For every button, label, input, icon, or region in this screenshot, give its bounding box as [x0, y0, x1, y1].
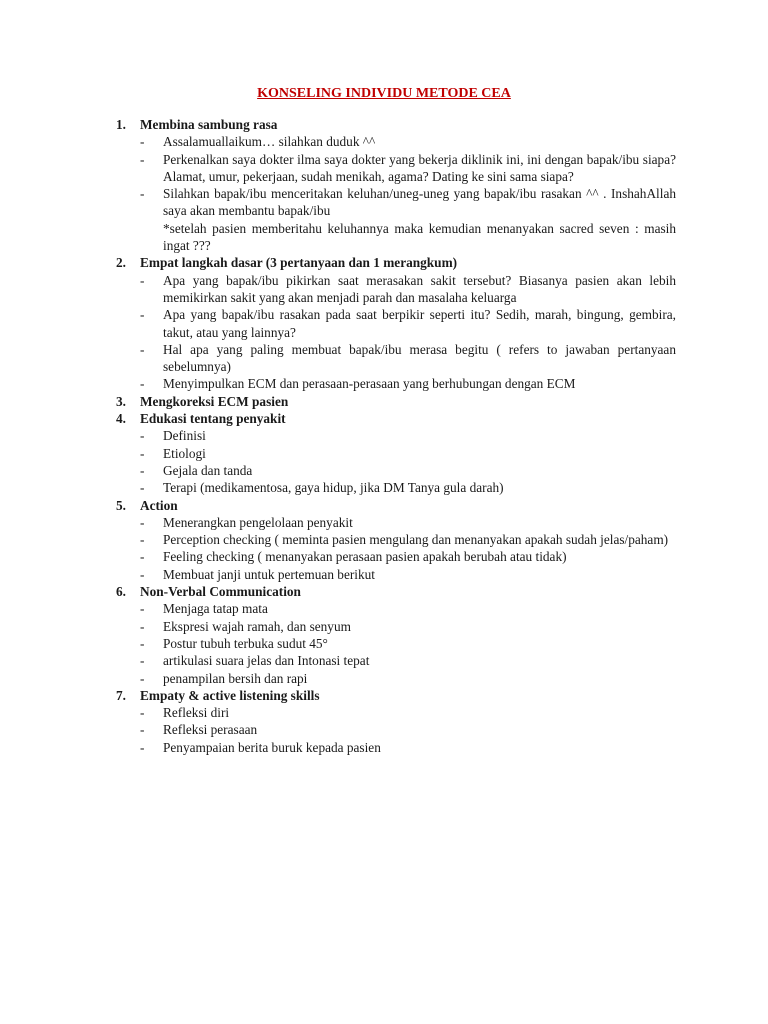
- dash-bullet: -: [140, 705, 145, 721]
- dash-bullet: -: [140, 445, 145, 461]
- section-3: [116, 393, 676, 410]
- list-item: [116, 462, 676, 479]
- list-item: [116, 514, 676, 531]
- dash-bullet: -: [140, 151, 145, 167]
- list-item-text: Menyimpulkan ECM dan perasaan-perasaan yang berhubungan dengan ECM: [163, 376, 576, 392]
- bullet-list: [116, 514, 676, 583]
- section-4: [116, 410, 676, 496]
- list-item: [116, 272, 676, 307]
- document-body: [116, 116, 676, 756]
- list-item: [116, 445, 676, 462]
- dash-bullet: -: [140, 428, 145, 444]
- dash-bullet: -: [140, 653, 145, 669]
- list-item-text: Silahkan bapak/ibu menceritakan keluhan/uneg-uneg yang bapak/ibu rasakan ^^ . InshahAllah saya akan membantu bapak/ibu: [163, 186, 676, 219]
- section-heading-text: Empaty & active listening skills: [140, 687, 320, 703]
- list-item: [116, 531, 676, 548]
- dash-bullet: -: [140, 670, 145, 686]
- dash-bullet: -: [140, 341, 145, 357]
- section-number: 6.: [116, 584, 126, 600]
- list-item: [116, 133, 676, 150]
- section-heading: [116, 393, 676, 410]
- list-item-text: Assalamuallaikum… silahkan duduk ^^: [163, 134, 376, 150]
- list-item-text: Apa yang bapak/ibu rasakan pada saat berpikir seperti itu? Sedih, marah, bingung, gembira, takut, atau yang lainnya?: [163, 307, 676, 340]
- section-6: [116, 583, 676, 687]
- section-number: 3.: [116, 393, 126, 409]
- section-note: *setelah pasien memberitahu keluhannya maka kemudian menanyakan sacred seven : masih ingat ???: [163, 220, 676, 254]
- list-item-text: Perception checking ( meminta pasien mengulang dan menanyakan apakah sudah jelas/paham): [163, 532, 669, 548]
- list-item-text: Refleksi perasaan: [163, 722, 258, 738]
- list-item-text: Ekspresi wajah ramah, dan senyum: [163, 618, 351, 634]
- list-item: [116, 427, 676, 444]
- list-item: [116, 185, 676, 220]
- list-item: [116, 652, 676, 669]
- section-heading-text: Action: [140, 497, 178, 513]
- section-heading-text: Membina sambung rasa: [140, 117, 278, 132]
- section-heading: [116, 583, 676, 600]
- section-number: 7.: [116, 687, 126, 703]
- list-item: [116, 375, 676, 392]
- list-item: [116, 670, 676, 687]
- list-item: [116, 566, 676, 583]
- dash-bullet: -: [140, 134, 145, 150]
- list-item: [116, 600, 676, 617]
- section-heading-text: Edukasi tentang penyakit: [140, 411, 286, 427]
- section-number: 5.: [116, 497, 126, 513]
- section-heading: [116, 497, 676, 514]
- dash-bullet: -: [140, 307, 145, 323]
- list-item: [116, 479, 676, 496]
- list-item-text: Perkenalkan saya dokter ilma saya dokter yang bekerja diklinik ini, ini dengan bapak/ibu siapa? Alamat, umur, pekerjaan, sudah menikah, agama? Dating ke sini sama siapa?: [163, 151, 676, 184]
- bullet-list: [116, 427, 676, 496]
- section-heading: [116, 254, 676, 271]
- list-item: [116, 721, 676, 738]
- dash-bullet: -: [140, 186, 145, 202]
- list-item-text: Hal apa yang paling membuat bapak/ibu merasa begitu ( refers to jawaban pertanyaan sebelumnya): [163, 341, 676, 375]
- list-item-text: Feeling checking ( menanyakan perasaan pasien apakah berubah atau tidak): [163, 549, 567, 565]
- dash-bullet: -: [140, 514, 145, 530]
- list-item-text: Apa yang bapak/ibu pikirkan saat merasakan sakit tersebut? Biasanya pasien akan lebih memikirkan sakit yang akan menjadi parah dan masalaha keluarga: [163, 272, 676, 305]
- section-heading-text: Mengkoreksi ECM pasien: [140, 393, 289, 409]
- list-item-text: Etiologi: [163, 445, 206, 461]
- list-item: [116, 341, 676, 376]
- section-heading: [116, 410, 676, 427]
- dash-bullet: -: [140, 618, 145, 634]
- section-7: [116, 687, 676, 756]
- list-item-text: Definisi: [163, 428, 206, 444]
- dash-bullet: -: [140, 566, 145, 582]
- list-item: [116, 306, 676, 341]
- dash-bullet: -: [140, 549, 145, 565]
- dash-bullet: -: [140, 462, 145, 478]
- list-item: [116, 151, 676, 186]
- list-item: [116, 618, 676, 635]
- bullet-list: [116, 704, 676, 756]
- section-number: 2.: [116, 255, 126, 271]
- section-2: [116, 254, 676, 392]
- section-number: 4.: [116, 411, 126, 427]
- list-item-text: Menjaga tatap mata: [163, 601, 268, 617]
- section-heading: [116, 687, 676, 704]
- list-item: [116, 704, 676, 721]
- list-item: [116, 739, 676, 756]
- list-item-text: artikulasi suara jelas dan Intonasi tepat: [163, 653, 370, 669]
- list-item-text: Gejala dan tanda: [163, 462, 253, 478]
- list-item-text: penampilan bersih dan rapi: [163, 670, 308, 686]
- dash-bullet: -: [140, 532, 145, 548]
- list-item: [116, 635, 676, 652]
- dash-bullet: -: [140, 635, 145, 651]
- document-title: KONSELING INDIVIDU METODE CEA: [257, 86, 511, 101]
- list-item-text: Penyampaian berita buruk kepada pasien: [163, 739, 381, 755]
- list-item-text: Menerangkan pengelolaan penyakit: [163, 514, 353, 530]
- list-item-text: Membuat janji untuk pertemuan berikut: [163, 566, 375, 582]
- dash-bullet: -: [140, 480, 145, 496]
- dash-bullet: -: [140, 722, 145, 738]
- section-5: [116, 497, 676, 583]
- section-number: 1.: [116, 117, 126, 132]
- bullet-list: [116, 600, 676, 686]
- dash-bullet: -: [140, 601, 145, 617]
- section-heading: [116, 116, 676, 133]
- bullet-list: [116, 272, 676, 393]
- list-item-text: Postur tubuh terbuka sudut 45°: [163, 635, 328, 651]
- list-item-text: Refleksi diri: [163, 705, 230, 721]
- bullet-list: [116, 133, 676, 219]
- dash-bullet: -: [140, 739, 145, 755]
- dash-bullet: -: [140, 272, 145, 288]
- section-heading-text: Empat langkah dasar (3 pertanyaan dan 1 merangkum): [140, 255, 458, 271]
- section-heading-text: Non-Verbal Communication: [140, 584, 301, 600]
- dash-bullet: -: [140, 376, 145, 392]
- list-item-text: Terapi (medikamentosa, gaya hidup, jika DM Tanya gula darah): [163, 480, 504, 496]
- section-1: [116, 116, 676, 254]
- list-item: [116, 548, 676, 565]
